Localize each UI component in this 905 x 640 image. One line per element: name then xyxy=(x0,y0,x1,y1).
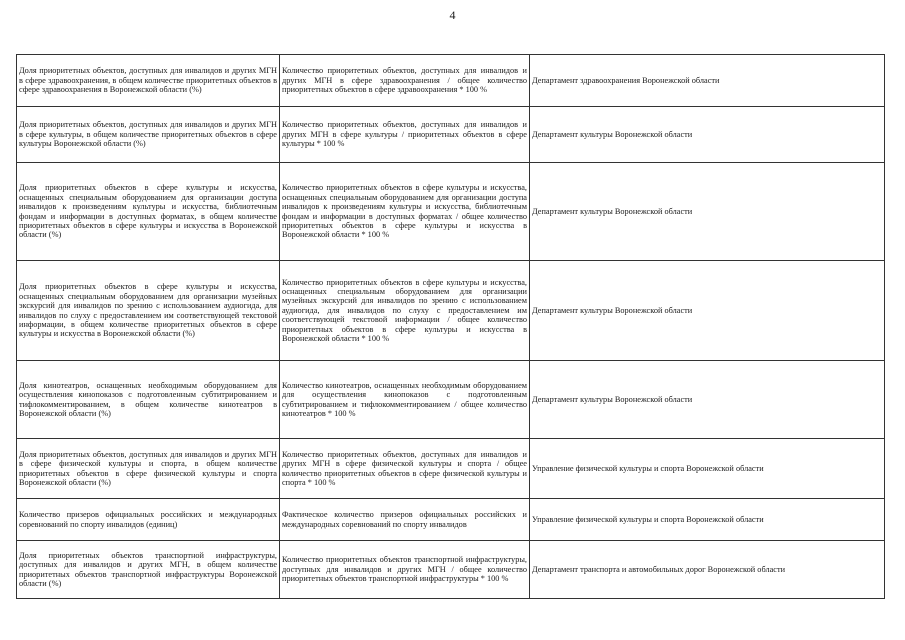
formula-cell: Количество приоритетных объектов, доступных для инвалидов и других МГН в сфере культуры / приоритетных объектов в сфере культуры * 100 % xyxy=(280,107,530,163)
table-row xyxy=(17,55,885,107)
responsible-cell: Управление физической культуры и спорта Воронежской области xyxy=(530,499,885,541)
responsible-cell: Департамент культуры Воронежской области xyxy=(530,261,885,361)
table-row xyxy=(17,163,885,261)
responsible-cell: Департамент культуры Воронежской области xyxy=(530,361,885,439)
responsible-cell: Департамент культуры Воронежской области xyxy=(530,163,885,261)
table-row xyxy=(17,261,885,361)
indicator-cell: Доля приоритетных объектов, доступных для инвалидов и других МГН в сфере здравоохранения, в общем количестве приоритетных объектов в сфере здравоохранения в Воронежской области (%) xyxy=(17,55,280,107)
indicator-cell: Доля кинотеатров, оснащенных необходимым оборудованием для осуществления кинопоказов с подготовленным субтитрированием и тифлокомментированием, в общем количестве кинотеатров в Воронежской области (%) xyxy=(17,361,280,439)
table-row xyxy=(17,541,885,599)
indicator-cell: Доля приоритетных объектов, доступных для инвалидов и других МГН в сфере физической культуры и спорта, в общем количестве приоритетных объектов в сфере физической культуры и спорта Воронежской области (%) xyxy=(17,439,280,499)
responsible-cell: Департамент здравоохранения Воронежской области xyxy=(530,55,885,107)
table-row xyxy=(17,107,885,163)
responsible-cell: Управление физической культуры и спорта Воронежской области xyxy=(530,439,885,499)
page-number: 4 xyxy=(449,8,456,22)
indicator-cell: Доля приоритетных объектов транспортной инфраструктуры, доступных для инвалидов и других МГН, в общем количестве приоритетных объектов транспортной инфраструктуры Воронежской области (%) xyxy=(17,541,280,599)
indicator-cell: Доля приоритетных объектов, доступных для инвалидов и других МГН в сфере культуры, в общем количестве приоритетных объектов в сфере культуры Воронежской области (%) xyxy=(17,107,280,163)
formula-cell: Количество приоритетных объектов, доступных для инвалидов и других МГН в сфере физической культуры и спорта / общее количество приоритетных объектов в сфере физической культуры и спорта * 100 % xyxy=(280,439,530,499)
responsible-cell: Департамент культуры Воронежской области xyxy=(530,107,885,163)
formula-cell: Фактическое количество призеров официальных российских и международных соревнований по спорту инвалидов xyxy=(280,499,530,541)
formula-cell: Количество приоритетных объектов, доступных для инвалидов и других МГН в сфере здравоохранения / общее количество приоритетных объектов в сфере здравоохранения * 100 % xyxy=(280,55,530,107)
formula-cell: Количество приоритетных объектов в сфере культуры и искусства, оснащенных специальным оборудованием для организации доступа инвалидов к произведениям культуры и искусства, библиотечным фондам и информации в доступных форматах / общее количество приоритетных объектов в сфере культуры и искусства в Воронежской области * 100 % xyxy=(280,163,530,261)
table-row xyxy=(17,361,885,439)
indicator-cell: Доля приоритетных объектов в сфере культуры и искусства, оснащенных специальным оборудованием для организации музейных экскурсий для инвалидов по зрению с использованием аудиогида, для инвалидов по слуху с предоставлением им соответствующей текстовой информации, в общем количестве приоритетных объектов в сфере культуры и искусства в Воронежской области (%) xyxy=(17,261,280,361)
formula-cell: Количество кинотеатров, оснащенных необходимым оборудованием для осуществления кинопоказов с подготовленным субтитрированием и тифлокомментированием / общее количество кинотеатров * 100 % xyxy=(280,361,530,439)
indicator-cell: Доля приоритетных объектов в сфере культуры и искусства, оснащенных специальным оборудованием для организации доступа инвалидов к произведениям культуры и искусства, библиотечным фондам и информации в доступных форматах, в общем количестве приоритетных объектов в сфере культуры и искусства в Воронежской области (%) xyxy=(17,163,280,261)
responsible-cell: Департамент транспорта и автомобильных дорог Воронежской области xyxy=(530,541,885,599)
formula-cell: Количество приоритетных объектов транспортной инфраструктуры, доступных для инвалидов и других МГН / общее количество приоритетных объектов транспортной инфраструктуры * 100 % xyxy=(280,541,530,599)
table-row xyxy=(17,499,885,541)
indicator-cell: Количество призеров официальных российских и международных соревнований по спорту инвалидов (единиц) xyxy=(17,499,280,541)
indicators-table xyxy=(16,54,885,599)
table-row xyxy=(17,439,885,499)
formula-cell: Количество приоритетных объектов в сфере культуры и искусства, оснащенных специальным оборудованием для организации музейных экскурсий для инвалидов по зрению с использованием аудиогида, для инвалидов по слуху с предоставлением им соответствующей текстовой информации / общее количество приоритетных объектов в сфере культуры и искусства в Воронежской области * 100 % xyxy=(280,261,530,361)
